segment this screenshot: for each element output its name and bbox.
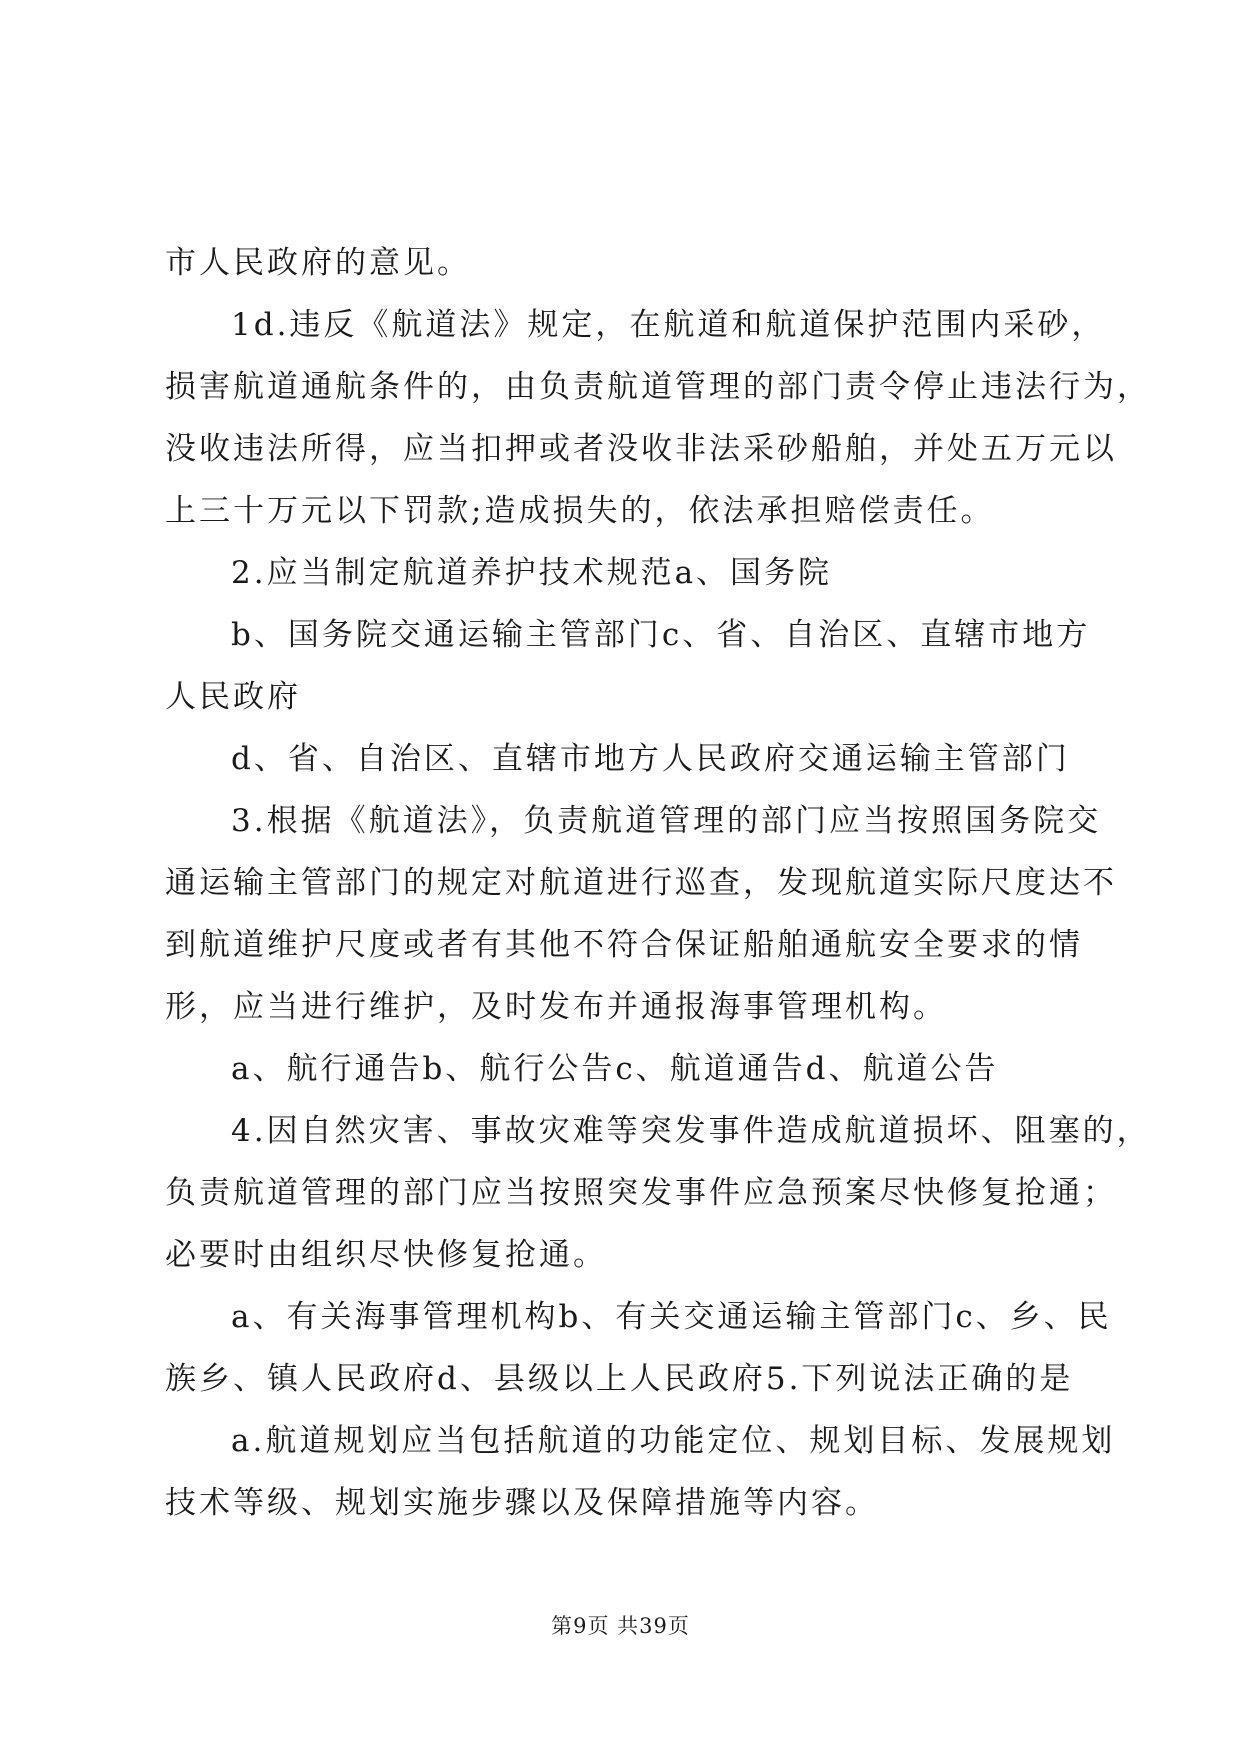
text-line: 负责航道管理的部门应当按照突发事件应急预案尽快修复抢通； — [165, 1175, 1117, 1211]
text-line: 到航道维护尺度或者有其他不符合保证船舶通航安全要求的情 — [165, 927, 1083, 963]
text-line: 族乡、镇人民政府d、县级以上人民政府5.下列说法正确的是 — [165, 1361, 1074, 1397]
text-line: 3.根据《航道法》，负责航道管理的部门应当按照国务院交 — [231, 803, 1102, 839]
text-line: 损害航道通航条件的，由负责航道管理的部门责令停止违法行为， — [165, 369, 1151, 405]
text-line: 1d.违反《航道法》规定，在航道和航道保护范围内采砂， — [231, 307, 1106, 343]
text-line: 技术等级、规划实施步骤以及保障措施等内容。 — [165, 1485, 879, 1521]
text-line: 通运输主管部门的规定对航道进行巡查，发现航道实际尺度达不 — [165, 865, 1117, 901]
text-line: a、航行通告b、航行公告c、航道通告d、航道公告 — [231, 1051, 999, 1087]
text-line: 必要时由组织尽快修复抢通。 — [165, 1237, 607, 1273]
text-line: a、有关海事管理机构b、有关交通运输主管部门c、乡、民 — [231, 1299, 1112, 1335]
page-number-footer: 第9页 共39页 — [551, 1614, 690, 1638]
text-line: 4.因自然灾害、事故灾难等突发事件造成航道损坏、阻塞的， — [231, 1113, 1151, 1149]
text-line: 上三十万元以下罚款;造成损失的，依法承担赔偿责任。 — [165, 493, 995, 529]
text-line: d、省、自治区、直辖市地方人民政府交通运输主管部门 — [231, 741, 1070, 777]
text-line: 人民政府 — [165, 679, 301, 715]
document-body — [165, 232, 1151, 1534]
text-line: 没收违法所得，应当扣押或者没收非法采砂船舶，并处五万元以 — [165, 431, 1117, 467]
text-line: a.航道规划应当包括航道的功能定位、规划目标、发展规划 — [231, 1423, 1116, 1459]
text-line: 2.应当制定航道养护技术规范a、国务院 — [231, 555, 833, 591]
text-line: b、国务院交通运输主管部门c、省、自治区、直辖市地方 — [231, 617, 1091, 653]
text-line: 市人民政府的意见。 — [165, 245, 471, 281]
text-line: 形，应当进行维护，及时发布并通报海事管理机构。 — [165, 989, 947, 1025]
